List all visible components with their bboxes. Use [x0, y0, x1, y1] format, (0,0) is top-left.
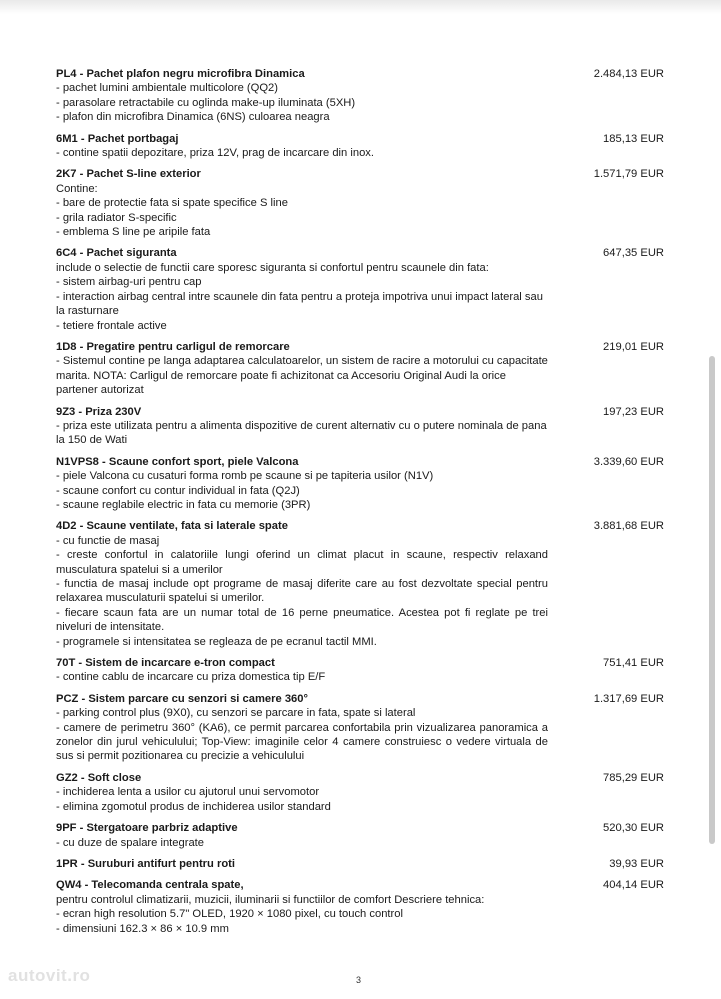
- item-line: - pachet lumini ambientale multicolore (QQ2): [56, 82, 278, 95]
- item-line: - parking control plus (9X0), cu senzori se parcare in fata, spate si lateral: [56, 707, 416, 720]
- item-line: - ecran high resolution 5.7" OLED, 1920 × 1080 pixel, cu touch control: [56, 908, 403, 921]
- list-item: [56, 519, 666, 649]
- item-title: GZ2 - Soft close: [56, 771, 142, 784]
- item-line: - creste confortul in calatoriile lungi oferind un climat placut in scaune, respectiv relaxand musculatura spatelui si a umerilor: [56, 549, 548, 576]
- item-price: 785,29 EUR: [603, 771, 664, 784]
- item-line: - camere de perimetru 360° (KA6), ce permit parcarea confortabila prin vizualizarea panoramica a zonelor din jurul vehiculului; Top-View: imaginile celor 4 camere construiesc o vedere virtuala de sus si permit pozitionarea cu precizie a vehiculului: [56, 721, 548, 763]
- item-line: - scaune reglabile electric in fata cu memorie (3PR): [56, 498, 311, 511]
- item-title: 6M1 - Pachet portbagaj: [56, 132, 179, 145]
- item-line: - contine cablu de incarcare cu priza domestica tip E/F: [56, 671, 326, 684]
- list-item: [56, 340, 666, 398]
- item-title: N1VPS8 - Scaune confort sport, piele Valcona: [56, 455, 299, 468]
- item-price: 647,35 EUR: [603, 247, 664, 260]
- list-item: [56, 771, 666, 814]
- list-item: [56, 656, 666, 685]
- item-price: 3.339,60 EUR: [593, 455, 664, 468]
- list-item: [56, 132, 666, 161]
- item-line: - cu functie de masaj: [56, 534, 160, 547]
- list-item: [56, 246, 666, 332]
- item-title: QW4 - Telecomanda centrala spate,: [56, 879, 244, 892]
- item-line: - sistem airbag-uri pentru cap: [56, 276, 202, 289]
- item-price: 751,41 EUR: [603, 657, 664, 670]
- item-price: 1.317,69 EUR: [593, 692, 664, 705]
- item-line: include o selectie de functii care sporesc siguranta si confortul pentru scaunele din fata:: [56, 261, 489, 274]
- list-item: [56, 857, 666, 871]
- item-title: 1D8 - Pregatire pentru carligul de remorcare: [56, 340, 290, 353]
- item-line: pentru controlul climatizarii, muzicii, iluminarii si functiilor de comfort Descriere tehnica:: [56, 893, 485, 906]
- item-line: - scaune confort cu contur individual in fata (Q2J): [56, 484, 300, 497]
- item-line: - cu duze de spalare integrate: [56, 836, 205, 849]
- list-item: [56, 455, 666, 513]
- page-number: 3: [356, 975, 362, 985]
- item-price: 39,93 EUR: [609, 857, 664, 870]
- item-line: - plafon din microfibra Dinamica (6NS) culoarea neagra: [56, 111, 330, 124]
- item-title: 9Z3 - Priza 230V: [56, 405, 142, 418]
- item-line: - interaction airbag central intre scaunele din fata pentru a proteja impotriva unui impact lateral sau la rasturnare: [56, 290, 543, 318]
- item-line: - priza este utilizata pentru a alimenta dispozitive de curent alternativ cu o putere nominala de pana la 150 de Wati: [56, 419, 547, 447]
- options-list: [56, 67, 666, 943]
- item-price: 1.571,79 EUR: [593, 168, 664, 181]
- item-title: 1PR - Suruburi antifurt pentru roti: [56, 857, 235, 870]
- item-line: - inchiderea lenta a usilor cu ajutorul unui servomotor: [56, 786, 320, 799]
- item-price: 219,01 EUR: [603, 340, 664, 353]
- item-line: - elimina zgomotul produs de inchiderea usilor standard: [56, 800, 331, 813]
- item-price: 520,30 EUR: [603, 822, 664, 835]
- item-line: - fiecare scaun fata are un numar total de 16 perne pneumatice. Acestea pot fi reglate pe trei niveluri de intensitate.: [56, 606, 548, 634]
- item-line: - dimensiuni 162.3 × 86 × 10.9 mm: [56, 922, 229, 935]
- list-item: [56, 692, 666, 764]
- item-title: 70T - Sistem de incarcare e-tron compact: [56, 657, 275, 670]
- item-line: - piele Valcona cu cusaturi forma romb pe scaune si pe tapiteria usilor (N1V): [56, 470, 434, 483]
- item-price: 404,14 EUR: [603, 879, 664, 892]
- item-line: - emblema S line pe aripile fata: [56, 226, 211, 239]
- list-item: [56, 167, 666, 239]
- item-title: PCZ - Sistem parcare cu senzori si camere 360°: [56, 692, 308, 705]
- list-item: [56, 821, 666, 850]
- item-line: - functia de masaj include opt programe de masaj diferite care au fost dezvoltate special pentru relaxarea musculaturii spatelui si umerilor.: [56, 578, 548, 605]
- item-line: - contine spatii depozitare, priza 12V, prag de incarcare din inox.: [56, 147, 374, 160]
- top-shadow-bar: [0, 0, 721, 14]
- list-item: [56, 405, 666, 448]
- item-price: 197,23 EUR: [603, 405, 664, 418]
- item-title: 6C4 - Pachet siguranta: [56, 247, 177, 260]
- item-line: - bare de protectie fata si spate specifice S line: [56, 197, 288, 210]
- item-line: - parasolare retractabile cu oglinda make-up iluminata (5XH): [56, 96, 356, 109]
- item-title: 9PF - Stergatoare parbriz adaptive: [56, 822, 238, 835]
- item-price: 185,13 EUR: [603, 132, 664, 145]
- item-price: 3.881,68 EUR: [593, 520, 664, 533]
- list-item: [56, 878, 666, 936]
- item-line: - grila radiator S-specific: [56, 211, 177, 224]
- item-line: Contine:: [56, 182, 98, 195]
- item-price: 2.484,13 EUR: [593, 68, 664, 80]
- item-title: PL4 - Pachet plafon negru microfibra Dinamica: [56, 68, 305, 80]
- list-item: [56, 67, 666, 125]
- item-line: - Sistemul contine pe langa adaptarea calculatoarelor, un sistem de racire a motorului cu capacitate marita. NOTA: Carligul de remorcare poate fi achizitonat ca Accesoriu Original Audi la orice partener autorizat: [56, 355, 548, 397]
- item-title: 2K7 - Pachet S-line exterior: [56, 168, 201, 181]
- item-title: 4D2 - Scaune ventilate, fata si laterale spate: [56, 520, 288, 533]
- watermark-logo: autovit.ro: [8, 966, 91, 985]
- scrollbar-thumb[interactable]: [709, 356, 715, 844]
- item-line: - tetiere frontale active: [56, 319, 167, 332]
- item-line: - programele si intensitatea se regleaza de pe ecranul tactil MMI.: [56, 635, 377, 648]
